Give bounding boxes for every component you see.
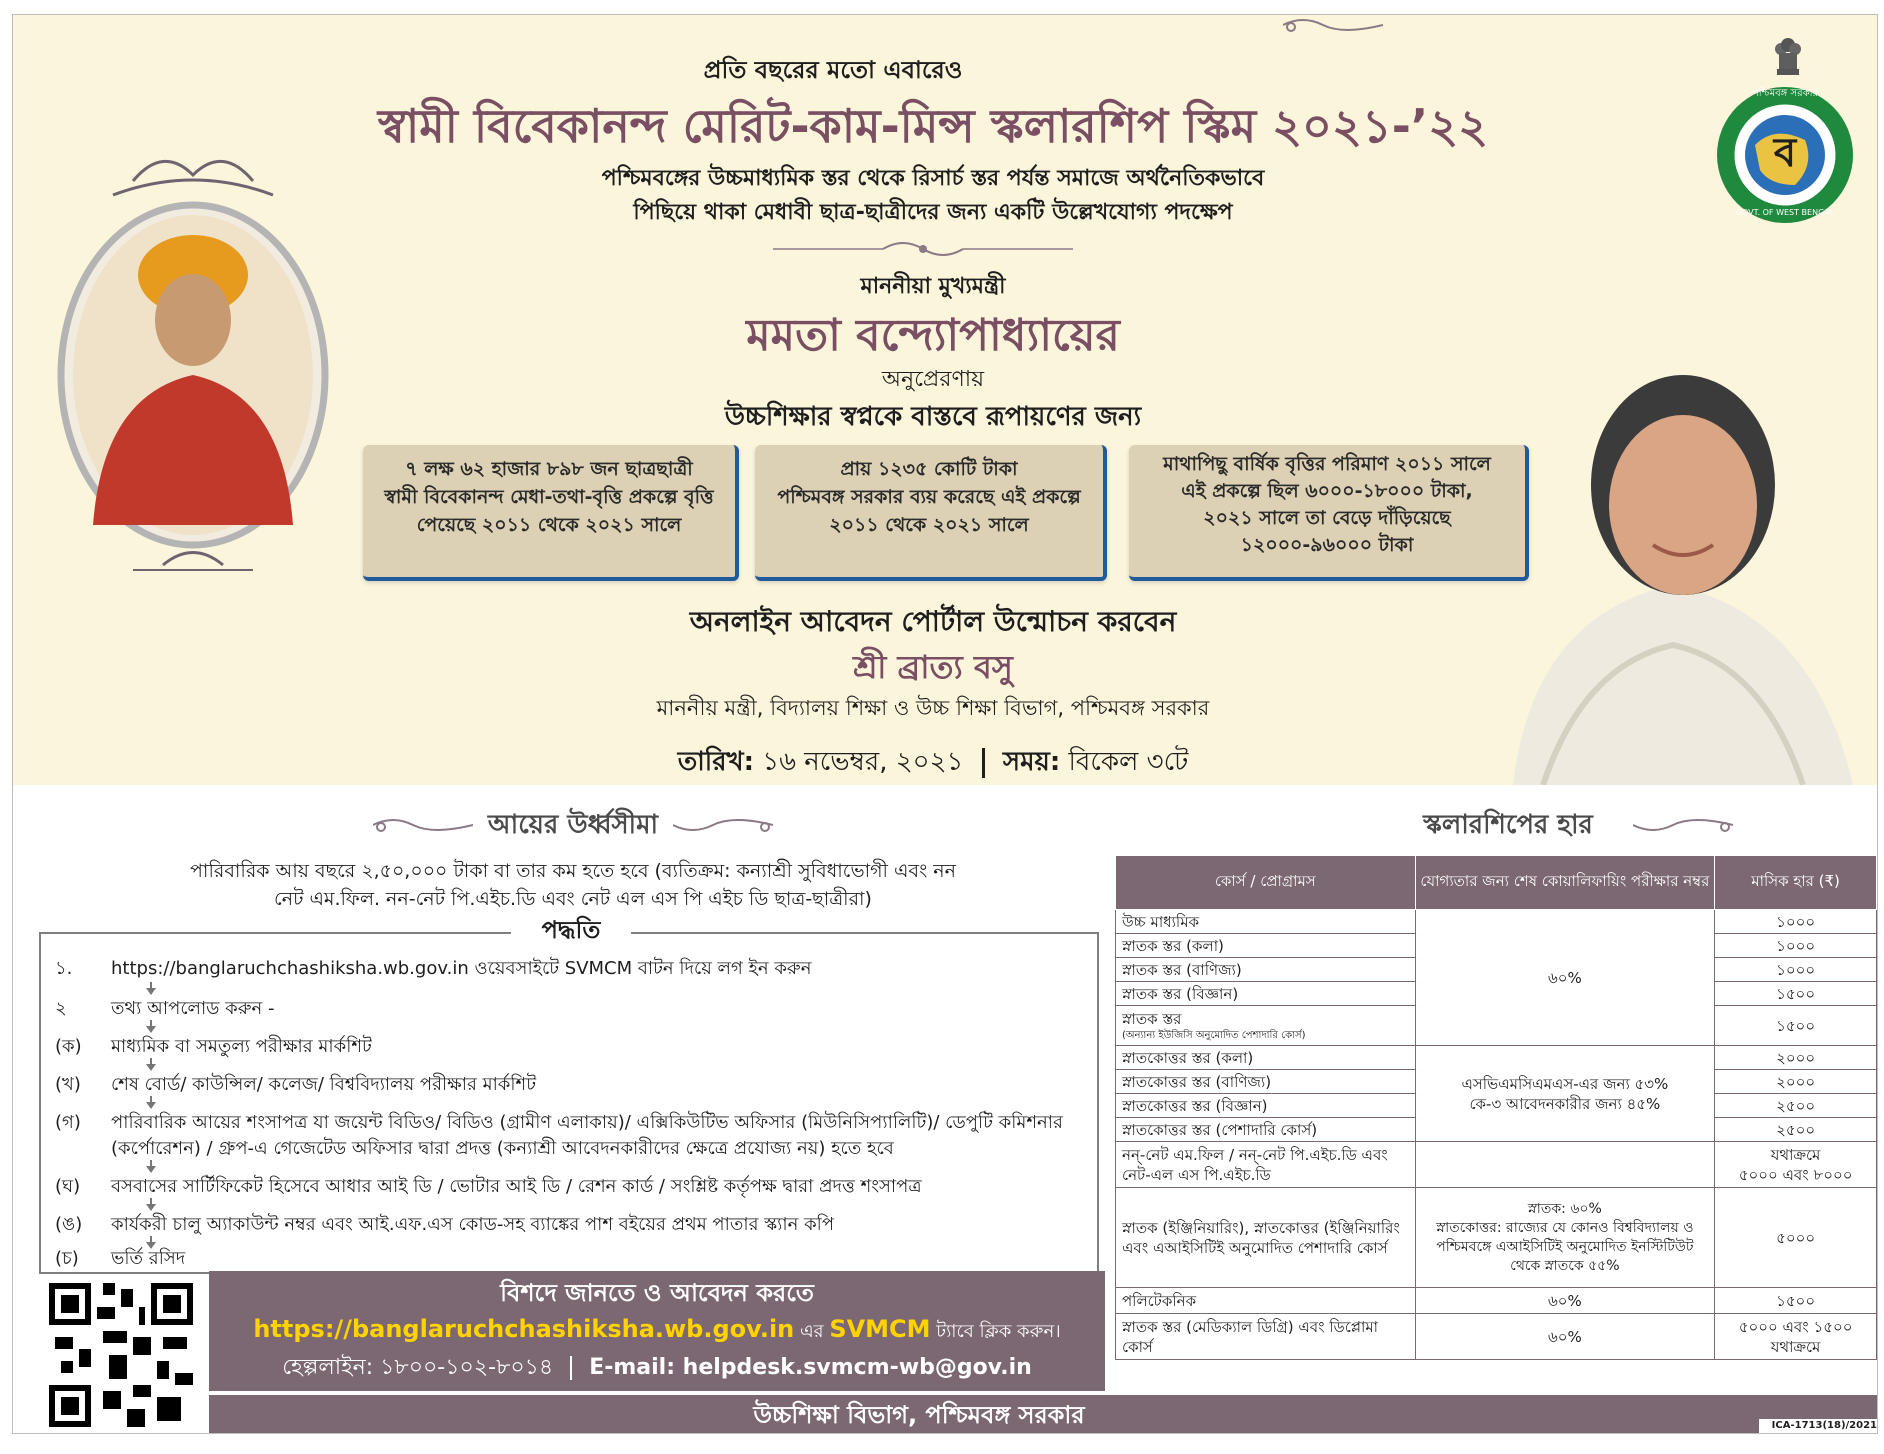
course-cell: স্নাতকোত্তর স্তর (পেশাদারি কোর্স) — [1116, 1118, 1416, 1142]
rate-cell: ১০০০ — [1715, 958, 1877, 982]
course-note: (অন্যান্য ইউজিসি অনুমোদিত পেশাদারি কোর্স) — [1122, 1029, 1306, 1041]
course-cell: স্নাতকোত্তর স্তর (কলা) — [1116, 1046, 1416, 1070]
scholarship-rates-table — [1115, 855, 1877, 1360]
rates-flourish-left-icon — [1283, 15, 1383, 35]
course-cell — [1116, 1006, 1416, 1046]
time-label: সময়: — [1002, 747, 1061, 777]
stat-box-expenditure — [755, 445, 1107, 581]
cm-designation: মাননীয়া মুখ্যমন্ত্রী — [860, 274, 1006, 299]
launch-date-time — [573, 743, 1293, 783]
column-header-marks: যোগ্যতার জন্য শেষ কোয়ালিফায়িং পরীক্ষার নম্বর — [1415, 856, 1715, 910]
rate-cell: ১৫০০ — [1715, 1006, 1877, 1046]
med-rate-line-2: যথাক্রমে — [1770, 1337, 1821, 1356]
advertisement-page — [12, 14, 1878, 1434]
rates-flourish-right-icon — [1633, 815, 1733, 835]
step-2-text: তথ্য আপলোড করুন - — [111, 998, 275, 1019]
course-name: স্নাতক স্তর — [1122, 1009, 1182, 1028]
arrow-down-icon — [145, 1160, 157, 1174]
west-bengal-logo — [1715, 85, 1855, 225]
stat-1-line-3: পেয়েছে ২০১১ থেকে ২০২১ সালে — [416, 514, 682, 536]
step-ka-text: মাধ্যমিক বা সমতুল্য পরীক্ষার মার্কশিট — [111, 1036, 372, 1057]
step-uma-number: (ঙ) — [55, 1214, 83, 1235]
launch-designation: মাননীয় মন্ত্রী, বিদ্যালয় শিক্ষা ও উচ্চ শিক্ষা বিভাগ, পশ্চিমবঙ্গ সরকার — [656, 696, 1210, 720]
marks-cell — [1415, 1142, 1715, 1188]
table-row — [1116, 1142, 1877, 1188]
income-flourish-left-icon — [373, 815, 473, 835]
rate-cell: ১০০০ — [1715, 934, 1877, 958]
course-cell: স্নাতক স্তর (কলা) — [1116, 934, 1416, 958]
stat-3-line-2: এই প্রকল্পে ছিল ৬০০০-১৮০০০ টাকা, — [1181, 480, 1473, 502]
step-1-text: https://banglaruchchashiksha.wb.gov.in ওয়েবসাইটে SVMCM বাটন দিয়ে লগ ইন করুন — [111, 958, 812, 979]
course-cell: স্নাতক স্তর (বাণিজ্য) — [1116, 958, 1416, 982]
step-ga-number: (গ) — [55, 1112, 81, 1133]
course-cell: উচ্চ মাধ্যমিক — [1116, 910, 1416, 934]
mphil-rate-line-2: ৫০০০ এবং ৮০০০ — [1738, 1165, 1853, 1184]
rate-cell — [1715, 1314, 1877, 1360]
stat-2-line-3: ২০১১ থেকে ২০২১ সালে — [829, 514, 1029, 536]
qr-code-icon — [43, 1277, 199, 1433]
stat-3-line-3: ২০২১ সালে তা বেড়ে দাঁড়িয়েছে — [1203, 507, 1451, 529]
rate-cell: ৫০০০ — [1715, 1188, 1877, 1288]
step-2-number: ২ — [55, 998, 67, 1019]
rate-cell: ১০০০ — [1715, 910, 1877, 934]
info-mid-text: এর — [794, 1321, 830, 1342]
rates-heading: স্কলারশিপের হার — [1423, 810, 1593, 840]
step-cha-text: ভর্তি রসিদ — [111, 1248, 186, 1269]
logo-letter: ব — [1773, 130, 1797, 176]
cm-inspiration: অনুপ্রেরণায় — [881, 367, 985, 392]
ashoka-emblem-icon — [1773, 33, 1803, 79]
step-cha-number: (চ) — [55, 1248, 79, 1269]
table-row — [1116, 910, 1877, 934]
time-value: বিকেল ৩টে — [1068, 747, 1189, 777]
date-label: তারিখ: — [677, 747, 754, 777]
arrow-down-icon — [145, 1020, 157, 1034]
marks-cell-group-2 — [1415, 1046, 1715, 1142]
step-ga-text: পারিবারিক আয়ের শংসাপত্র যা জয়েন্ট বিডিও/ বিডিও (গ্রামীণ এলাকায়)/ এক্সিকিউটিভ অফিসার (মিউনিসিপ্যালিটি)/ ডেপুটি কমিশনার (কর্পোরেশন) / গ্রুপ-এ গেজেটেড অফিসার দ্বারা প্রদত্ত (কন্যাশ্রী আবেদনকারীদের ক্ষেত্রে প্রযোজ্য নয়) হতে হবে — [111, 1112, 1063, 1159]
table-row — [1116, 1288, 1877, 1314]
step-gha-number: (ঘ) — [55, 1176, 81, 1197]
course-cell: পলিটেকনিক — [1116, 1288, 1416, 1314]
stat-1-line-2: স্বামী বিবেকানন্দ মেধা-তথা-বৃত্তি প্রকল্পে বৃত্তি — [384, 486, 714, 508]
footer-code: ICA-1713(18)/2021 — [1759, 1419, 1877, 1433]
procedure-heading: পদ্ধতি — [511, 914, 631, 946]
eng-marks-line-1: স্নাতক: ৬০% — [1527, 1200, 1602, 1217]
scheme-title: স্বামী বিবেকানন্দ মেরিট-কাম-মিন্স স্কলারশিপ স্কিম ২০২১-’২২ — [377, 99, 1489, 153]
course-cell: স্নাতক স্তর (মেডিক্যাল ডিগ্রি) এবং ডিপ্লোমা কোর্স — [1116, 1314, 1416, 1360]
ornament-divider-icon — [773, 237, 1073, 261]
date-value: ১৬ নভেম্বর, ২০২১ — [762, 747, 964, 777]
table-row — [1116, 1314, 1877, 1360]
column-header-course: কোর্স / প্রোগ্রামস — [1116, 856, 1416, 910]
marks-cell-group-1: ৬০% — [1415, 910, 1715, 1046]
info-separator — [570, 1356, 572, 1380]
info-tail-text: ট্যাবে ক্লিক করুন। — [930, 1321, 1061, 1342]
info-line-3 — [209, 1350, 1105, 1386]
launch-person: শ্রী ব্রাত্য বসু — [853, 648, 1013, 686]
rate-cell: ২৫০০ — [1715, 1094, 1877, 1118]
stat-box-scholarship-amount — [1129, 445, 1529, 581]
step-kha-text: শেষ বোর্ড/ কাউন্সিল/ কলেজ/ বিশ্ববিদ্যালয় পরীক্ষার মার্কশিট — [111, 1074, 536, 1095]
launch-heading: অনলাইন আবেদন পোর্টাল উন্মোচন করবেন — [689, 605, 1177, 638]
rate-cell: ২০০০ — [1715, 1046, 1877, 1070]
course-cell: স্নাতক (ইঞ্জিনিয়ারিং), স্নাতকোত্তর (ইঞ্জিনিয়ারিং এবং এআইসিটিই অনুমোদিত পেশাদারি কোর্স — [1116, 1188, 1416, 1288]
footer-band — [209, 1395, 1878, 1434]
date-time-separator — [982, 748, 985, 778]
marks-group-2-line-1: এসভিএমসিএমএস-এর জন্য ৫৩% — [1461, 1074, 1669, 1093]
cm-tagline: উচ্চশিক্ষার স্বপ্নকে বাস্তবে রূপায়ণের জন্য — [724, 402, 1142, 432]
column-header-rate: মাসিক হার (₹) — [1715, 856, 1877, 910]
subtitle-line-2: পিছিয়ে থাকা মেধাবী ছাত্র-ছাত্রীদের জন্য একটি উল্লেখযোগ্য পদক্ষেপ — [633, 200, 1233, 225]
marks-cell — [1415, 1188, 1715, 1288]
helpline-text: হেল্পলাইন: ১৮০০-১০২-৮০১৪ — [282, 1355, 554, 1380]
rate-cell: ২০০০ — [1715, 1070, 1877, 1094]
stat-box-students — [363, 445, 739, 581]
step-kha-number: (খ) — [55, 1074, 81, 1095]
intro-text: প্রতি বছরের মতো এবারেও — [703, 56, 963, 84]
income-flourish-right-icon — [673, 815, 773, 835]
marks-cell: ৬০% — [1415, 1288, 1715, 1314]
arrow-down-icon — [145, 1096, 157, 1110]
table-row — [1116, 1188, 1877, 1288]
subtitle-line-1: পশ্চিমবঙ্গের উচ্চমাধ্যমিক স্তর থেকে রিসার্চ স্তর পর্যন্ত সমাজে অর্থনৈতিকভাবে — [601, 166, 1265, 191]
stat-3-line-1: মাথাপিছু বার্ষিক বৃত্তির পরিমাণ ২০১১ সালে — [1163, 453, 1491, 475]
arrow-down-icon — [145, 1058, 157, 1072]
logo-top-text: পশ্চিমবঙ্গ সরকার — [1751, 88, 1818, 99]
stat-1-line-1: ৭ লক্ষ ৬২ হাজার ৮৯৮ জন ছাত্রছাত্রী — [405, 458, 693, 480]
vivekananda-portrait — [53, 145, 333, 595]
med-rate-line-1: ৫০০০ এবং ১৫০০ — [1738, 1317, 1853, 1336]
eng-marks-line-2: স্নাতকোত্তর: রাজ্যের যে কোনও বিশ্ববিদ্যালয় ও পশ্চিমবঙ্গে এআইসিটিই অনুমোদিত ইনস্টিটিউট থেকে স্নাতকে ৫৫% — [1436, 1219, 1694, 1274]
table-header-row — [1116, 856, 1877, 910]
arrow-down-icon — [145, 982, 157, 996]
email-link[interactable]: E-mail: helpdesk.svmcm-wb@gov.in — [589, 1355, 1032, 1380]
income-line-2: নেট এম.ফিল. নন-নেট পি.এইচ.ডি এবং নেট এল এস পি এইচ ডি ছাত্র-ছাত্রীরা) — [274, 888, 872, 910]
rate-cell: ২৫০০ — [1715, 1118, 1877, 1142]
step-ka-number: (ক) — [55, 1036, 82, 1057]
logo-bottom-text: GOVT. OF WEST BENGAL — [1735, 208, 1835, 217]
income-line-1: পারিবারিক আয় বছরে ২,৫০,০০০ টাকা বা তার কম হতে হবে (ব্যতিক্রম: কন্যাশ্রী সুবিধাভোগী এবং নন — [190, 860, 956, 882]
info-band — [209, 1271, 1105, 1391]
step-gha-text: বসবাসের সার্টিফিকেট হিসেবে আধার আই ডি / ভোটার আই ডি / রেশন কার্ড / সংশ্লিষ্ট কর্তৃপক্ষ দ্বারা প্রদত্ত শংসাপত্র — [111, 1176, 922, 1197]
stat-3-line-4: ১২০০০-৯৬০০০ টাকা — [1240, 534, 1414, 556]
info-line-2 — [209, 1311, 1105, 1350]
stat-2-line-1: প্রায় ১২৩৫ কোটি টাকা — [840, 458, 1018, 480]
website-link[interactable]: https://banglaruchchashiksha.wb.gov.in — [253, 1315, 795, 1343]
marks-cell: ৬০% — [1415, 1314, 1715, 1360]
arrow-down-icon — [145, 1198, 157, 1212]
course-cell: স্নাতক স্তর (বিজ্ঞান) — [1116, 982, 1416, 1006]
rate-cell — [1715, 1142, 1877, 1188]
marks-group-2-line-2: কে-৩ আবেদনকারীর জন্য ৪৫% — [1469, 1094, 1661, 1113]
stat-2-line-2: পশ্চিমবঙ্গ সরকার ব্যয় করেছে এই প্রকল্পে — [777, 486, 1081, 508]
course-cell: স্নাতকোত্তর স্তর (বাণিজ্য) — [1116, 1070, 1416, 1094]
course-cell: নন্-নেট এম.ফিল / নন্-নেট পি.এইচ.ডি এবং নেট-এল এস পি.এইচ.ডি — [1116, 1142, 1416, 1188]
svmcm-tab-label: SVMCM — [829, 1315, 931, 1343]
chief-minister-portrait — [1473, 365, 1878, 785]
step-1-number: ১. — [55, 958, 73, 979]
procedure-box — [39, 916, 1099, 1274]
mphil-rate-line-1: যথাক্রমে — [1770, 1145, 1821, 1164]
top-section — [13, 15, 1878, 785]
rate-cell: ১৫০০ — [1715, 982, 1877, 1006]
table-row — [1116, 1046, 1877, 1070]
rate-cell: ১৫০০ — [1715, 1288, 1877, 1314]
step-uma-text: কার্যকরী চালু অ্যাকাউন্ট নম্বর এবং আই.এফ.এস কোড-সহ ব্যাঙ্কের পাশ বইয়ের প্রথম পাতার স্ক্যান কপি — [111, 1214, 835, 1235]
income-heading: আয়ের উর্ধ্বসীমা — [487, 810, 659, 840]
footer-department: উচ্চশিক্ষা বিভাগ, পশ্চিমবঙ্গ সরকার — [753, 1401, 1085, 1429]
info-line-1: বিশদে জানতে ও আবেদন করতে — [500, 1279, 814, 1307]
course-cell: স্নাতকোত্তর স্তর (বিজ্ঞান) — [1116, 1094, 1416, 1118]
cm-name: মমতা বন্দ্যোপাধ্যায়ের — [746, 310, 1120, 361]
